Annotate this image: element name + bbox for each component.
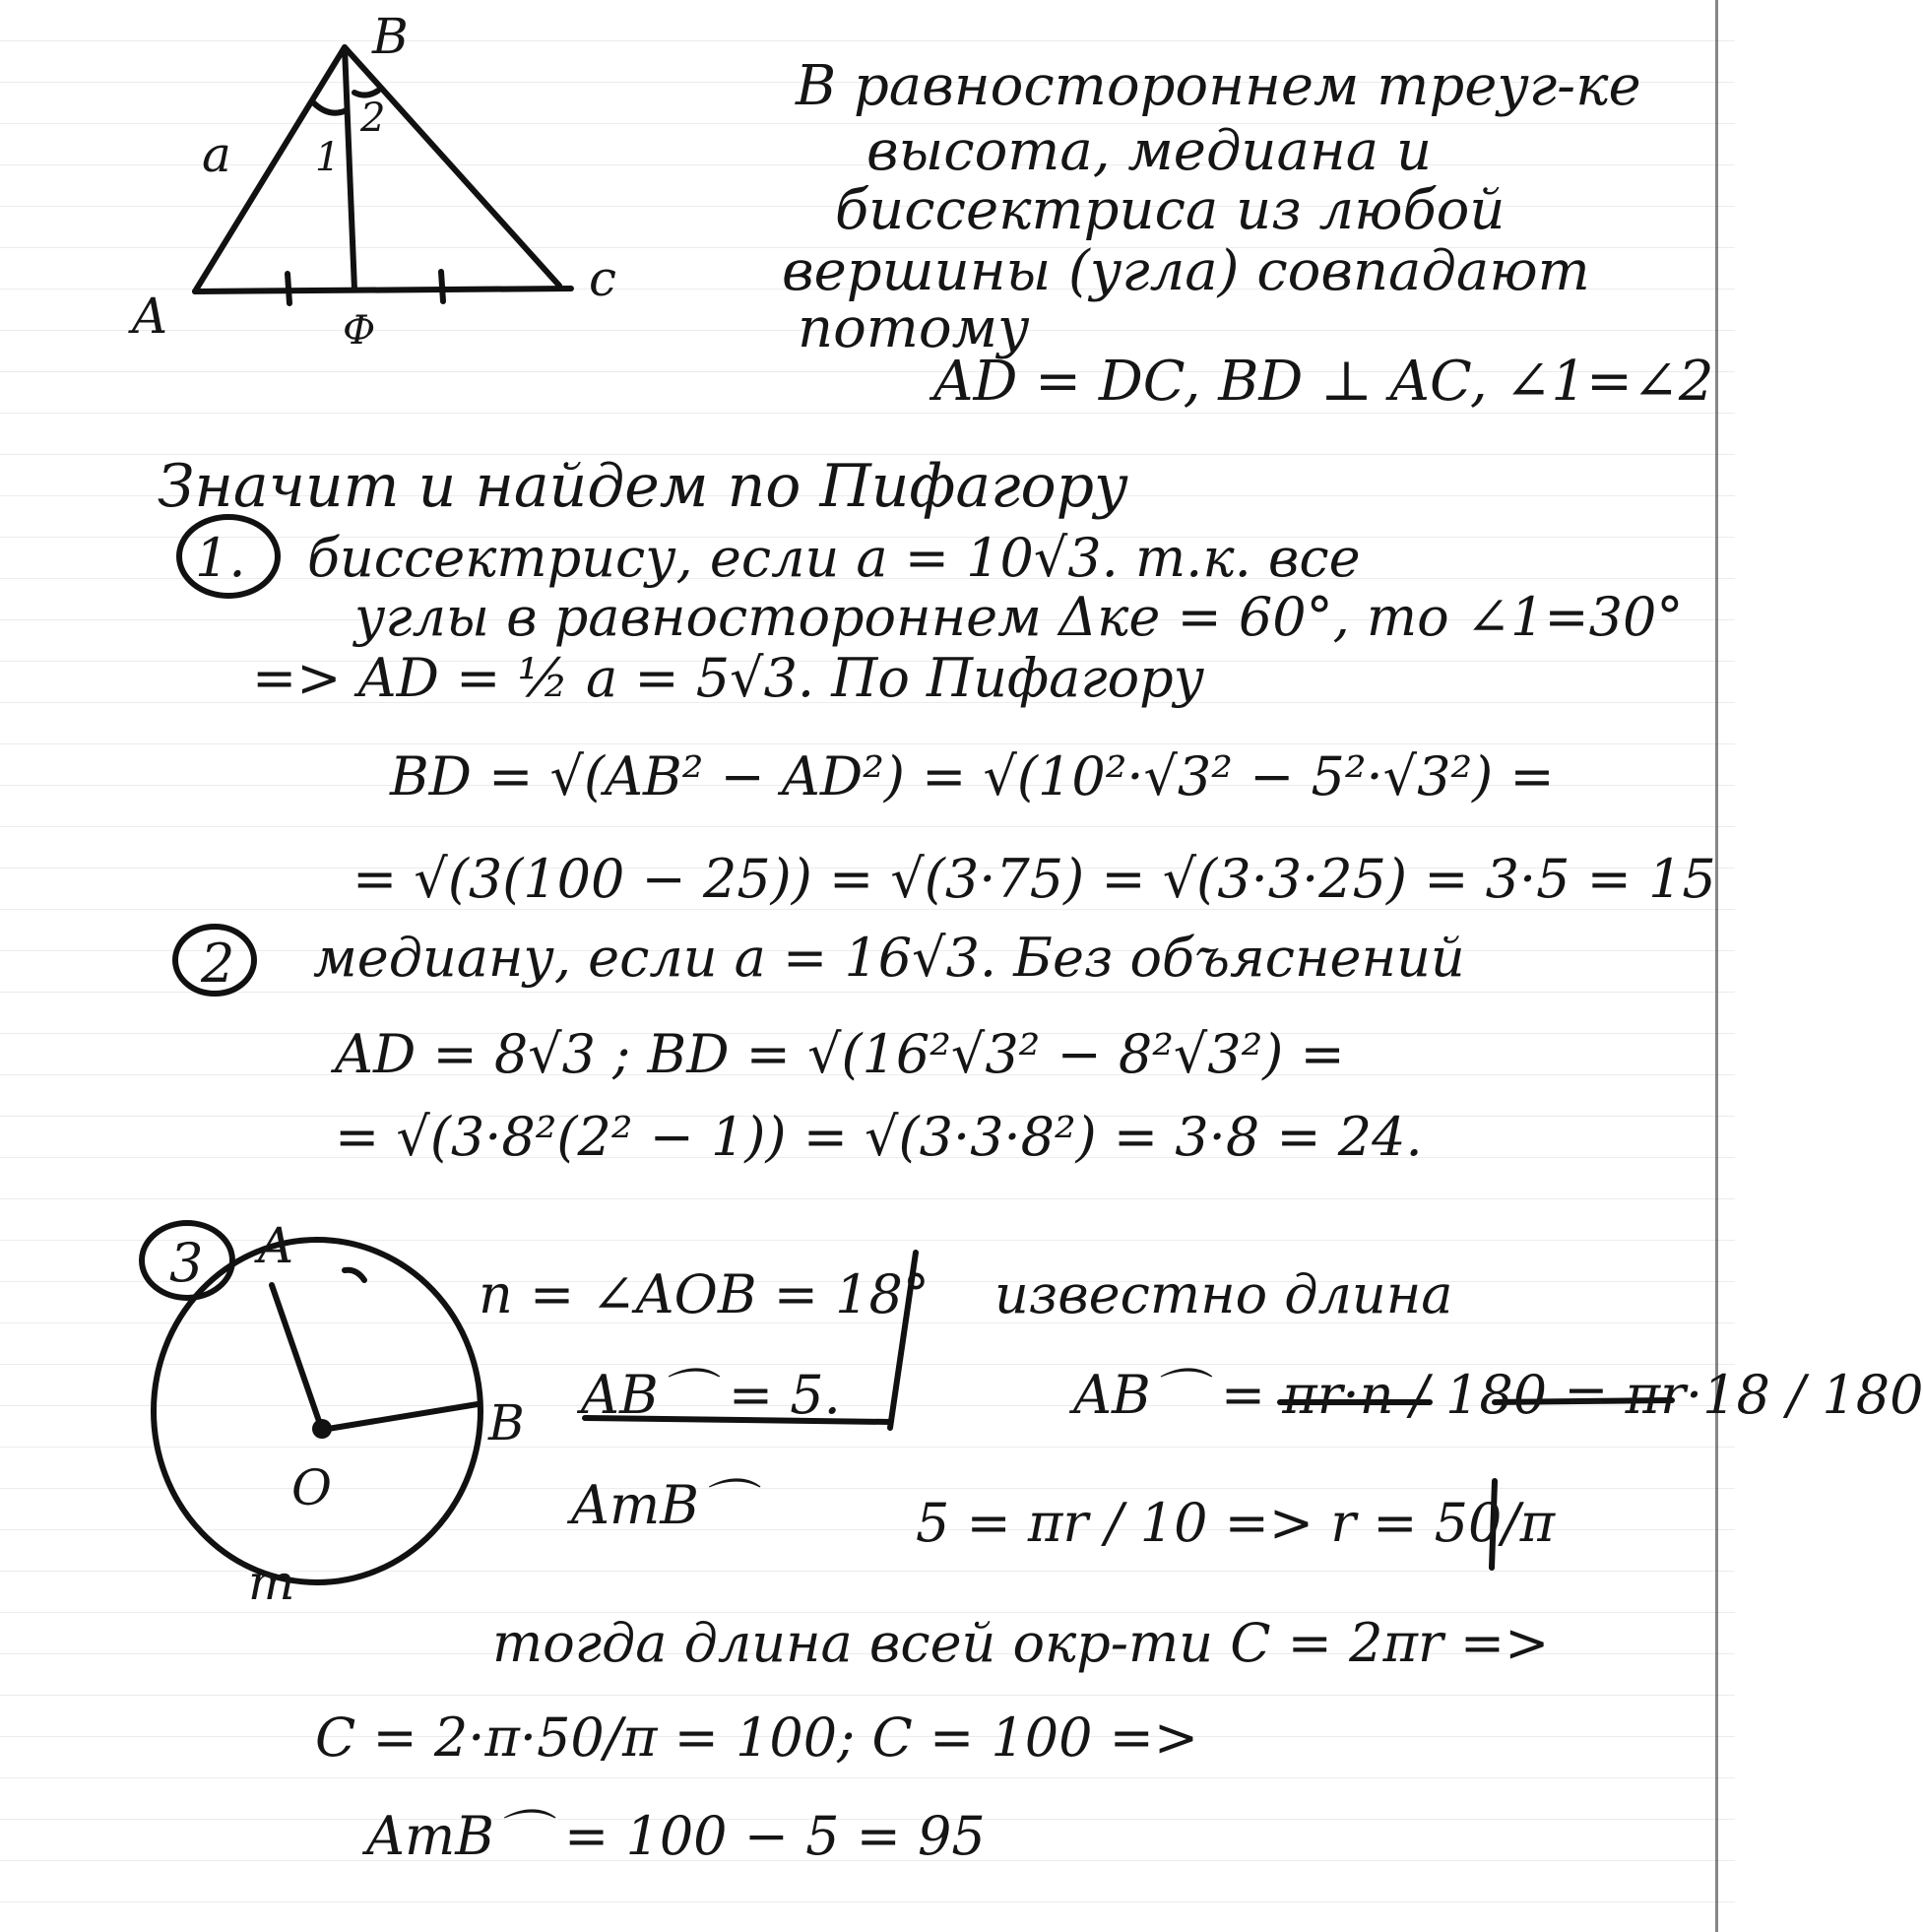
statement-line-5: потому [798, 296, 1030, 360]
center-point-o [312, 1419, 332, 1439]
statement-line-3: биссектриса из любой [835, 178, 1506, 242]
given-arc-ab: AB⌒ = 5. [581, 1364, 841, 1426]
part3-marker: 3 [169, 1232, 204, 1294]
given-arc-amb: AmB⌒ [571, 1474, 752, 1536]
radius-ob [322, 1404, 478, 1430]
triangle-base [195, 289, 571, 291]
part1-line-4: BD = √(AB² − AD²) = √(10²·√3² − 5²·√3²) = [390, 745, 1555, 807]
given-angle: n = ∠AOB = 18° [479, 1263, 929, 1325]
circle-point-m-label: m [248, 1554, 295, 1611]
vertex-b-label: B [372, 8, 409, 65]
triangle-altitude-bd [345, 47, 354, 290]
circle-point-a-label: A [258, 1217, 294, 1274]
part2-line-1: медиану, если a = 16√3. Без объяснений [313, 927, 1465, 989]
tick-ad [288, 274, 289, 303]
radius-oa [272, 1285, 322, 1430]
circumference-text: тогда длина всей окр-ти C = 2πr => [492, 1612, 1550, 1674]
part1-marker: 1. [195, 527, 246, 589]
vertex-c-label: c [589, 250, 617, 307]
statement-line-1: В равностороннем треуг-ке [796, 54, 1641, 118]
arc-length-formula: AB⌒ = πr·n / 180 = πr·18 / 180 [1073, 1364, 1923, 1426]
statement-line-2: высота, медиана и [866, 119, 1433, 183]
vertex-a-label: A [132, 288, 168, 345]
part2-line-3: = √(3·8²(2² − 1)) = √(3·3·8²) = 3·8 = 24. [335, 1106, 1423, 1168]
statement-line-4: вершины (угла) совпадают [782, 239, 1590, 303]
angle-2-label: 2 [360, 96, 386, 141]
part1-line-2: углы в равностороннем Δке = 60°, то ∠1=30° [354, 586, 1684, 648]
angle-arc-2 [354, 91, 378, 96]
angle-arc-1 [313, 102, 347, 113]
tick-dc [441, 272, 443, 301]
circumference-calc: C = 2·π·50/π = 100; C = 100 => [315, 1707, 1199, 1769]
circle-point-b-label: B [488, 1394, 525, 1451]
side-a-label: a [202, 126, 231, 183]
part1-line-1: биссектрису, если a = 10√3. т.к. все [307, 527, 1361, 589]
statement-line-6: AD = DC, BD ⊥ AC, ∠1=∠2 [933, 350, 1714, 414]
final-answer: AmB⌒ = 100 − 5 = 95 [366, 1805, 986, 1867]
part2-marker: 2 [201, 933, 235, 995]
part2-line-2: AD = 8√3 ; BD = √(16²√3² − 8²√3²) = [335, 1023, 1345, 1085]
part1-line-5: = √(3(100 − 25)) = √(3·75) = √(3·3·25) = 3·5 = 15 [353, 848, 1716, 910]
part1-line-3: => AD = ½ a = 5√3. По Пифагору [252, 647, 1205, 709]
known-length-text: известно длина [994, 1263, 1453, 1325]
intro-line: Значит и найдем по Пифагору [158, 452, 1128, 521]
circle-center-o-label: O [291, 1459, 332, 1516]
triangle-sides [195, 47, 559, 291]
point-d-label: Ф [343, 308, 376, 354]
arc-mark [345, 1270, 364, 1280]
solve-radius: 5 = πr / 10 => r = 50/π [916, 1492, 1556, 1554]
angle-1-label: 1 [315, 135, 341, 180]
